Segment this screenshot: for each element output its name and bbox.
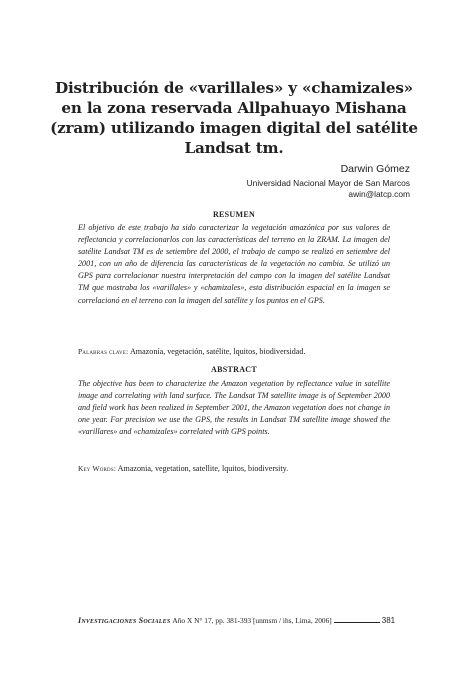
keywords-en-text: Amazonia, vegetation, satellite, lquitos, biodiversity. bbox=[117, 464, 289, 473]
author-affiliation: Universidad Nacional Mayor de San Marcos bbox=[246, 178, 410, 188]
keywords-en bbox=[78, 463, 390, 475]
author-email: awin@latcp.com bbox=[348, 189, 410, 199]
footer-page-number: 381 bbox=[381, 616, 396, 625]
resumen-body: El objetivo de este trabajo ha sido caracterizar la vegetación amazónica por sus valores de reflectancia y correlacionarlos con las características del terreno en la ZRAM. La imagen del satélite Landsat TM es de setiembre del 2000, el trabajo de campo se realizó en setiembre del 2001, con un año de diferencia las características de la vegetación no cambia. Se utilizó un GPS para correlacionar nuestra interpretación del campo con la imagen del satélite Landsat TM que mostraba los «varillales» y «chamizales», esta distribución espacial en la imagen se correlacionó en el terreno con la imagen del satélite y los puntos en el GPS. bbox=[78, 223, 390, 305]
resumen-heading: RESUMEN bbox=[212, 210, 256, 219]
abstract-heading: ABSTRACT bbox=[211, 365, 257, 374]
footer-issue: Año X N° 17, pp. 381-393 [unmsm / ihs, Lima, 2006] bbox=[172, 616, 332, 625]
abstract-body: The objective has been to characterize the Amazon vegetation by reflectance value in satellite image and correlating with land surface. The Landsat TM satellite image is of September 2000 and field work has been realized in September 2001, the Amazon vegetation does not change in one year. For precision we use the GPS, the results in Landsat TM satellite image showed the «varillares» and «chamizales» correlated with GPS points. bbox=[78, 379, 390, 437]
paper-title: Distribución de «varillales» y «chamizales» en la zona reservada Allpahuayo Mishana (zram) utilizando imagen digital del satélite Landsat tm. bbox=[50, 79, 418, 157]
keywords-en-label: Key Words: bbox=[78, 464, 117, 473]
keywords-es-text: Amazonía, vegetación, satélite, lquitos, biodiversidad. bbox=[129, 347, 306, 356]
keywords-es-label: Palabras clave: bbox=[78, 347, 129, 356]
author-name: Darwin Gómez bbox=[340, 163, 410, 175]
footer-rule bbox=[334, 615, 380, 623]
keywords-es bbox=[78, 346, 390, 358]
page-footer bbox=[78, 615, 406, 625]
footer-journal: Investigaciones Sociales bbox=[78, 616, 171, 625]
